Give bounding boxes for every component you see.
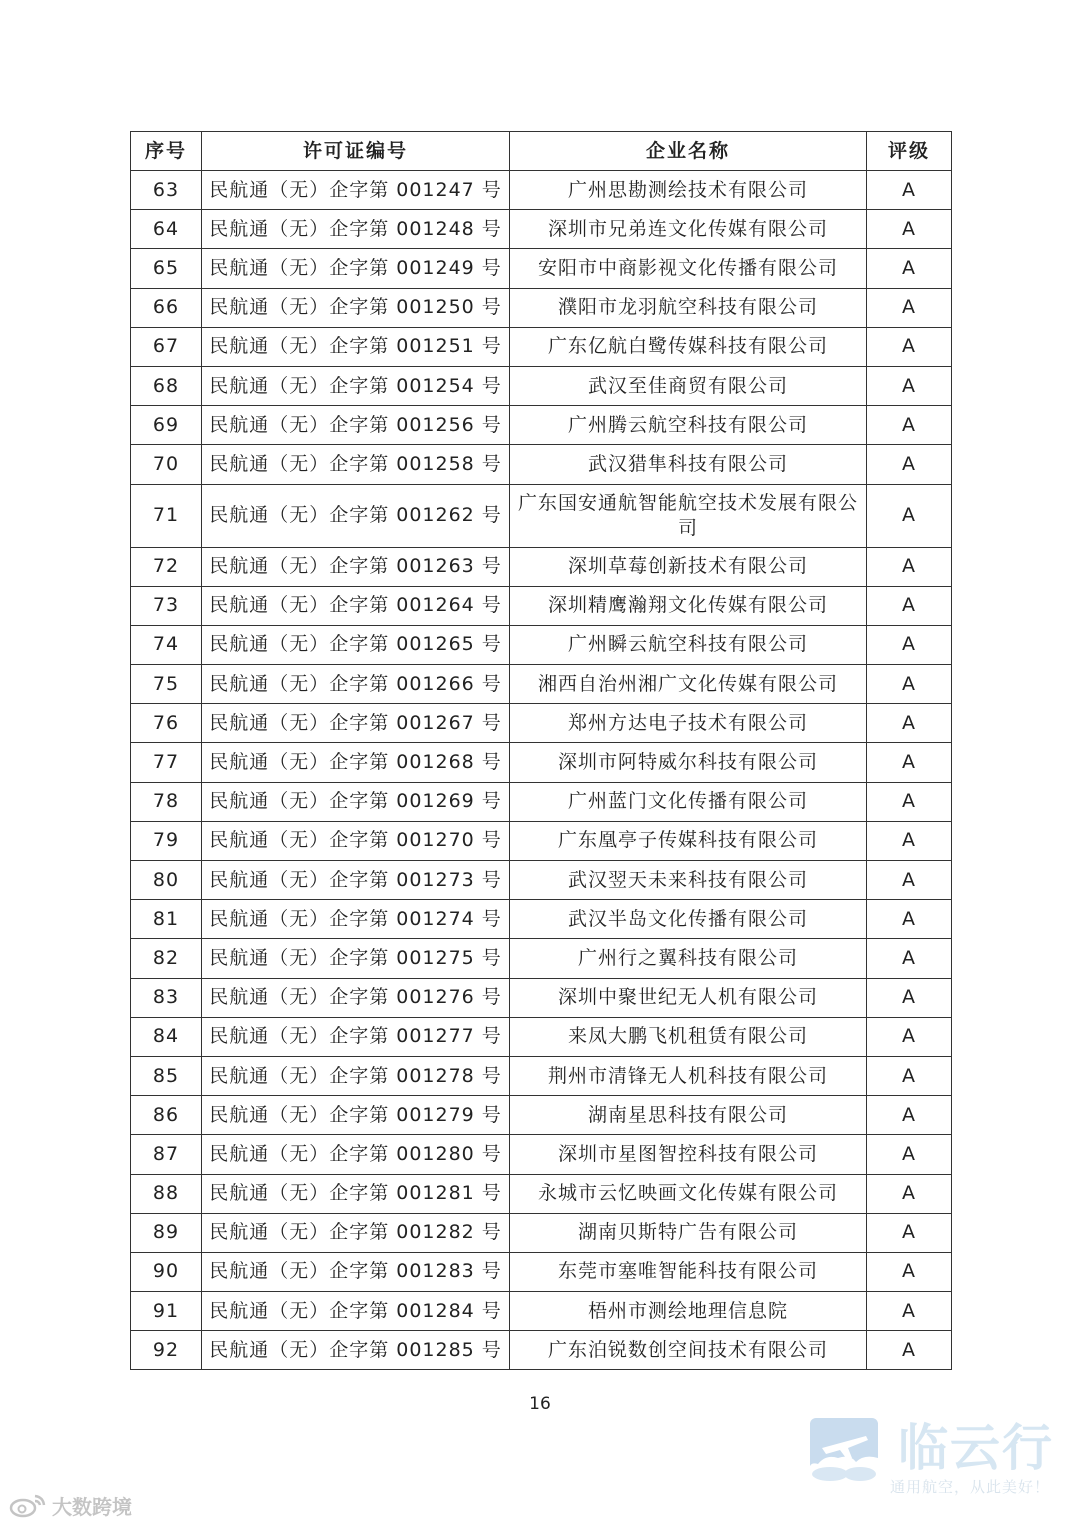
cell-permit-number: 民航通（无）企字第 001268 号 bbox=[202, 743, 510, 782]
cell-seq: 84 bbox=[131, 1017, 202, 1056]
cell-permit-number: 民航通（无）企字第 001280 号 bbox=[202, 1135, 510, 1174]
cell-rating: A bbox=[867, 171, 952, 210]
table-row bbox=[131, 939, 952, 978]
cell-company-name: 武汉翌天未来科技有限公司 bbox=[510, 861, 867, 900]
cell-company-name: 武汉至佳商贸有限公司 bbox=[510, 366, 867, 405]
cell-rating: A bbox=[867, 1252, 952, 1291]
cell-company-name: 广东国安通航智能航空技术发展有限公司 bbox=[510, 484, 867, 547]
cell-rating: A bbox=[867, 1017, 952, 1056]
table-row bbox=[131, 782, 952, 821]
cell-seq: 79 bbox=[131, 821, 202, 860]
cell-rating: A bbox=[867, 978, 952, 1017]
cell-permit-number: 民航通（无）企字第 001284 号 bbox=[202, 1292, 510, 1331]
cell-rating: A bbox=[867, 1174, 952, 1213]
cell-permit-number: 民航通（无）企字第 001274 号 bbox=[202, 900, 510, 939]
cell-permit-number: 民航通（无）企字第 001248 号 bbox=[202, 210, 510, 249]
cell-seq: 91 bbox=[131, 1292, 202, 1331]
cell-rating: A bbox=[867, 406, 952, 445]
watermark-left bbox=[8, 1490, 132, 1520]
cell-company-name: 深圳中聚世纪无人机有限公司 bbox=[510, 978, 867, 1017]
cell-rating: A bbox=[867, 1096, 952, 1135]
table-row bbox=[131, 327, 952, 366]
cell-rating: A bbox=[867, 210, 952, 249]
table-body bbox=[131, 171, 952, 1370]
brand-logo bbox=[810, 1418, 1060, 1518]
cell-rating: A bbox=[867, 782, 952, 821]
cell-permit-number: 民航通（无）企字第 001264 号 bbox=[202, 586, 510, 625]
cell-seq: 68 bbox=[131, 366, 202, 405]
cell-rating: A bbox=[867, 821, 952, 860]
cell-company-name: 安阳市中商影视文化传播有限公司 bbox=[510, 249, 867, 288]
cell-rating: A bbox=[867, 1331, 952, 1370]
header-company-name: 企业名称 bbox=[510, 132, 867, 171]
cell-seq: 78 bbox=[131, 782, 202, 821]
cell-rating: A bbox=[867, 939, 952, 978]
table-row bbox=[131, 1096, 952, 1135]
table-row bbox=[131, 861, 952, 900]
cell-permit-number: 民航通（无）企字第 001251 号 bbox=[202, 327, 510, 366]
cell-seq: 89 bbox=[131, 1213, 202, 1252]
table-row bbox=[131, 1213, 952, 1252]
cell-company-name: 广州思勘测绘技术有限公司 bbox=[510, 171, 867, 210]
table-row bbox=[131, 288, 952, 327]
table-row bbox=[131, 171, 952, 210]
logo-slogan: 通用航空，从此美好！ bbox=[890, 1478, 1051, 1496]
watermark-text: 大数跨境 bbox=[52, 1494, 132, 1519]
cell-seq: 85 bbox=[131, 1056, 202, 1095]
table-row bbox=[131, 366, 952, 405]
cell-rating: A bbox=[867, 445, 952, 484]
cell-company-name: 东莞市塞唯智能科技有限公司 bbox=[510, 1252, 867, 1291]
header-rating: 评级 bbox=[867, 132, 952, 171]
cell-rating: A bbox=[867, 861, 952, 900]
page-number: 16 bbox=[529, 1394, 551, 1414]
logo-name: 临云行 bbox=[898, 1419, 1054, 1477]
cell-seq: 64 bbox=[131, 210, 202, 249]
cell-company-name: 深圳草莓创新技术有限公司 bbox=[510, 547, 867, 586]
header-permit-number: 许可证编号 bbox=[202, 132, 510, 171]
cell-seq: 67 bbox=[131, 327, 202, 366]
cell-company-name: 深圳市星图智控科技有限公司 bbox=[510, 1135, 867, 1174]
cell-permit-number: 民航通（无）企字第 001283 号 bbox=[202, 1252, 510, 1291]
header-seq: 序号 bbox=[131, 132, 202, 171]
weibo-icon bbox=[8, 1492, 48, 1518]
cell-rating: A bbox=[867, 1292, 952, 1331]
table-row bbox=[131, 821, 952, 860]
table-row bbox=[131, 704, 952, 743]
cell-permit-number: 民航通（无）企字第 001265 号 bbox=[202, 625, 510, 664]
cell-rating: A bbox=[867, 327, 952, 366]
cell-rating: A bbox=[867, 1213, 952, 1252]
cell-permit-number: 民航通（无）企字第 001250 号 bbox=[202, 288, 510, 327]
table-row bbox=[131, 484, 952, 547]
cell-rating: A bbox=[867, 288, 952, 327]
table-row bbox=[131, 1056, 952, 1095]
cell-seq: 65 bbox=[131, 249, 202, 288]
cell-seq: 72 bbox=[131, 547, 202, 586]
cell-seq: 87 bbox=[131, 1135, 202, 1174]
cell-permit-number: 民航通（无）企字第 001275 号 bbox=[202, 939, 510, 978]
cell-rating: A bbox=[867, 625, 952, 664]
cell-seq: 90 bbox=[131, 1252, 202, 1291]
permit-rating-table bbox=[130, 131, 952, 1370]
cell-permit-number: 民航通（无）企字第 001258 号 bbox=[202, 445, 510, 484]
cell-company-name: 深圳精鹰瀚翔文化传媒有限公司 bbox=[510, 586, 867, 625]
table-row bbox=[131, 1135, 952, 1174]
cell-seq: 83 bbox=[131, 978, 202, 1017]
cell-rating: A bbox=[867, 900, 952, 939]
cell-rating: A bbox=[867, 484, 952, 547]
table-header-row bbox=[131, 132, 952, 171]
cell-seq: 86 bbox=[131, 1096, 202, 1135]
cell-company-name: 湖南贝斯特广告有限公司 bbox=[510, 1213, 867, 1252]
cell-permit-number: 民航通（无）企字第 001273 号 bbox=[202, 861, 510, 900]
cell-company-name: 濮阳市龙羽航空科技有限公司 bbox=[510, 288, 867, 327]
cell-rating: A bbox=[867, 1056, 952, 1095]
cell-seq: 69 bbox=[131, 406, 202, 445]
cell-company-name: 广东凰亭子传媒科技有限公司 bbox=[510, 821, 867, 860]
cell-company-name: 广东亿航白鹭传媒科技有限公司 bbox=[510, 327, 867, 366]
cell-seq: 77 bbox=[131, 743, 202, 782]
cell-permit-number: 民航通（无）企字第 001282 号 bbox=[202, 1213, 510, 1252]
table-row bbox=[131, 406, 952, 445]
cell-company-name: 武汉半岛文化传播有限公司 bbox=[510, 900, 867, 939]
cell-rating: A bbox=[867, 366, 952, 405]
table-row bbox=[131, 1252, 952, 1291]
cell-company-name: 荆州市清锋无人机科技有限公司 bbox=[510, 1056, 867, 1095]
cell-seq: 63 bbox=[131, 171, 202, 210]
table-row bbox=[131, 665, 952, 704]
cell-permit-number: 民航通（无）企字第 001247 号 bbox=[202, 171, 510, 210]
cell-permit-number: 民航通（无）企字第 001263 号 bbox=[202, 547, 510, 586]
cell-permit-number: 民航通（无）企字第 001270 号 bbox=[202, 821, 510, 860]
cell-rating: A bbox=[867, 547, 952, 586]
cell-permit-number: 民航通（无）企字第 001254 号 bbox=[202, 366, 510, 405]
cell-company-name: 来凤大鹏飞机租赁有限公司 bbox=[510, 1017, 867, 1056]
cell-seq: 74 bbox=[131, 625, 202, 664]
cell-company-name: 湘西自治州湘广文化传媒有限公司 bbox=[510, 665, 867, 704]
cell-company-name: 郑州方达电子技术有限公司 bbox=[510, 704, 867, 743]
cell-seq: 92 bbox=[131, 1331, 202, 1370]
cell-permit-number: 民航通（无）企字第 001266 号 bbox=[202, 665, 510, 704]
cell-seq: 71 bbox=[131, 484, 202, 547]
cell-permit-number: 民航通（无）企字第 001281 号 bbox=[202, 1174, 510, 1213]
cell-rating: A bbox=[867, 249, 952, 288]
cell-permit-number: 民航通（无）企字第 001262 号 bbox=[202, 484, 510, 547]
cell-permit-number: 民航通（无）企字第 001276 号 bbox=[202, 978, 510, 1017]
cell-seq: 76 bbox=[131, 704, 202, 743]
cell-rating: A bbox=[867, 1135, 952, 1174]
table-row bbox=[131, 900, 952, 939]
table-row bbox=[131, 249, 952, 288]
table-row bbox=[131, 1174, 952, 1213]
table-row bbox=[131, 625, 952, 664]
cell-company-name: 广州瞬云航空科技有限公司 bbox=[510, 625, 867, 664]
cell-permit-number: 民航通（无）企字第 001278 号 bbox=[202, 1056, 510, 1095]
cell-seq: 70 bbox=[131, 445, 202, 484]
cell-seq: 66 bbox=[131, 288, 202, 327]
cell-company-name: 深圳市阿特威尔科技有限公司 bbox=[510, 743, 867, 782]
cell-rating: A bbox=[867, 704, 952, 743]
cell-permit-number: 民航通（无）企字第 001285 号 bbox=[202, 1331, 510, 1370]
cell-company-name: 广东泊锐数创空间技术有限公司 bbox=[510, 1331, 867, 1370]
table-row bbox=[131, 445, 952, 484]
table-row bbox=[131, 978, 952, 1017]
table-row bbox=[131, 547, 952, 586]
cell-company-name: 广州腾云航空科技有限公司 bbox=[510, 406, 867, 445]
cell-permit-number: 民航通（无）企字第 001277 号 bbox=[202, 1017, 510, 1056]
cell-permit-number: 民航通（无）企字第 001279 号 bbox=[202, 1096, 510, 1135]
cell-company-name: 广州行之翼科技有限公司 bbox=[510, 939, 867, 978]
table-row bbox=[131, 1292, 952, 1331]
cell-company-name: 武汉猎隼科技有限公司 bbox=[510, 445, 867, 484]
cell-permit-number: 民航通（无）企字第 001256 号 bbox=[202, 406, 510, 445]
cell-company-name: 深圳市兄弟连文化传媒有限公司 bbox=[510, 210, 867, 249]
table-row bbox=[131, 210, 952, 249]
cell-seq: 88 bbox=[131, 1174, 202, 1213]
cell-rating: A bbox=[867, 586, 952, 625]
cell-seq: 81 bbox=[131, 900, 202, 939]
table-row bbox=[131, 743, 952, 782]
cell-permit-number: 民航通（无）企字第 001267 号 bbox=[202, 704, 510, 743]
table-row bbox=[131, 1331, 952, 1370]
cell-company-name: 湖南星思科技有限公司 bbox=[510, 1096, 867, 1135]
cell-rating: A bbox=[867, 665, 952, 704]
cell-seq: 75 bbox=[131, 665, 202, 704]
cell-seq: 82 bbox=[131, 939, 202, 978]
airplane-icon bbox=[810, 1418, 878, 1482]
cell-company-name: 梧州市测绘地理信息院 bbox=[510, 1292, 867, 1331]
cell-company-name: 永城市云忆映画文化传媒有限公司 bbox=[510, 1174, 867, 1213]
cell-seq: 80 bbox=[131, 861, 202, 900]
cell-seq: 73 bbox=[131, 586, 202, 625]
cell-permit-number: 民航通（无）企字第 001269 号 bbox=[202, 782, 510, 821]
cell-permit-number: 民航通（无）企字第 001249 号 bbox=[202, 249, 510, 288]
table-row bbox=[131, 1017, 952, 1056]
cell-company-name: 广州蓝门文化传播有限公司 bbox=[510, 782, 867, 821]
cell-rating: A bbox=[867, 743, 952, 782]
table-row bbox=[131, 586, 952, 625]
